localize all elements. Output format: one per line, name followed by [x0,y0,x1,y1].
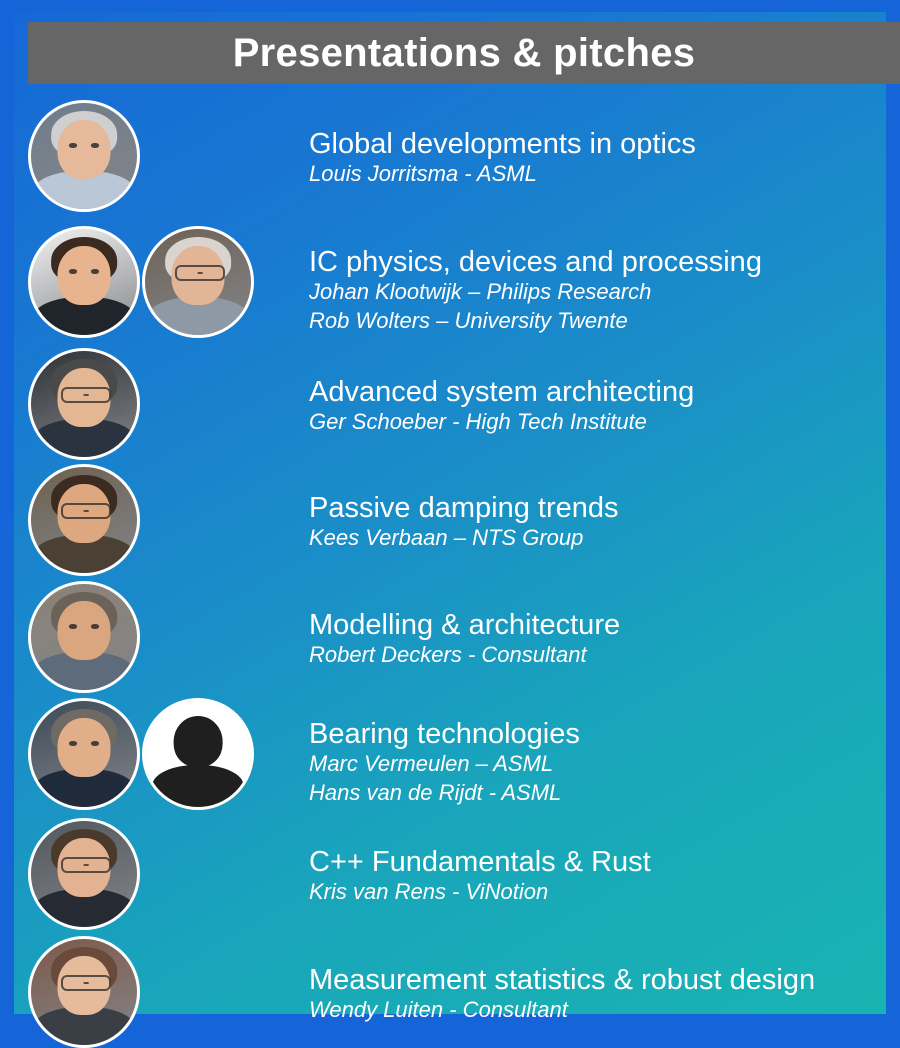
speaker-avatars [28,936,268,1048]
session-row [14,818,886,930]
portrait-kris-van-rens [28,818,140,930]
session-title: Measurement statistics & robust design [309,964,816,996]
portrait-johan-klootwijk [28,226,140,338]
session-row [14,226,886,338]
speaker-avatars [28,348,268,460]
session-speaker: Marc Vermeulen – ASML [309,751,554,777]
session-row [14,464,886,576]
session-title: C++ Fundamentals & Rust [309,846,651,878]
session-title: Global developments in optics [309,128,696,160]
session-row [14,936,886,1048]
session-row [14,100,886,212]
session-text-block [309,603,620,670]
session-speaker: Wendy Luiten - Consultant [309,997,568,1023]
session-text-block [309,486,619,553]
session-text-block [309,240,762,335]
portrait-marc-vermeulen [28,698,140,810]
session-title: Passive damping trends [309,492,619,524]
portrait-rob-wolters [142,226,254,338]
session-title: Advanced system architecting [309,376,695,408]
session-text-block [309,370,694,437]
session-speaker: Ger Schoeber - High Tech Institute [309,409,647,435]
speaker-avatars [28,698,268,810]
session-text-block [309,712,580,807]
session-speaker: Johan Klootwijk – Philips Research [309,279,652,305]
speaker-avatars [28,226,268,338]
session-speaker: Louis Jorritsma - ASML [309,161,537,187]
speaker-avatars [28,818,268,930]
session-speaker: Kris van Rens - ViNotion [309,879,549,905]
speaker-avatars [28,464,268,576]
session-text-block [309,122,696,189]
session-speaker: Hans van de Rijdt - ASML [309,779,562,805]
session-title: IC physics, devices and processing [309,246,762,278]
session-speaker: Kees Verbaan – NTS Group [309,525,584,551]
portrait-kees-verbaan [28,464,140,576]
speaker-avatars [28,581,268,693]
portrait-robert-deckers [28,581,140,693]
session-speaker: Rob Wolters – University Twente [309,307,628,333]
portrait-louis-jorritsma [28,100,140,212]
page-title: Presentations & pitches [232,31,696,75]
session-text-block [309,958,815,1025]
session-title: Modelling & architecture [309,609,621,641]
session-row [14,698,886,810]
speaker-avatars [28,100,268,212]
session-title: Bearing technologies [309,718,580,750]
session-speaker: Robert Deckers - Consultant [309,642,587,668]
portrait-placeholder-silhouette [142,698,254,810]
portrait-wendy-luiten [28,936,140,1048]
slide-title-bar [28,22,900,84]
session-text-block [309,840,651,907]
session-row [14,581,886,693]
portrait-ger-schoeber [28,348,140,460]
session-row [14,348,886,460]
